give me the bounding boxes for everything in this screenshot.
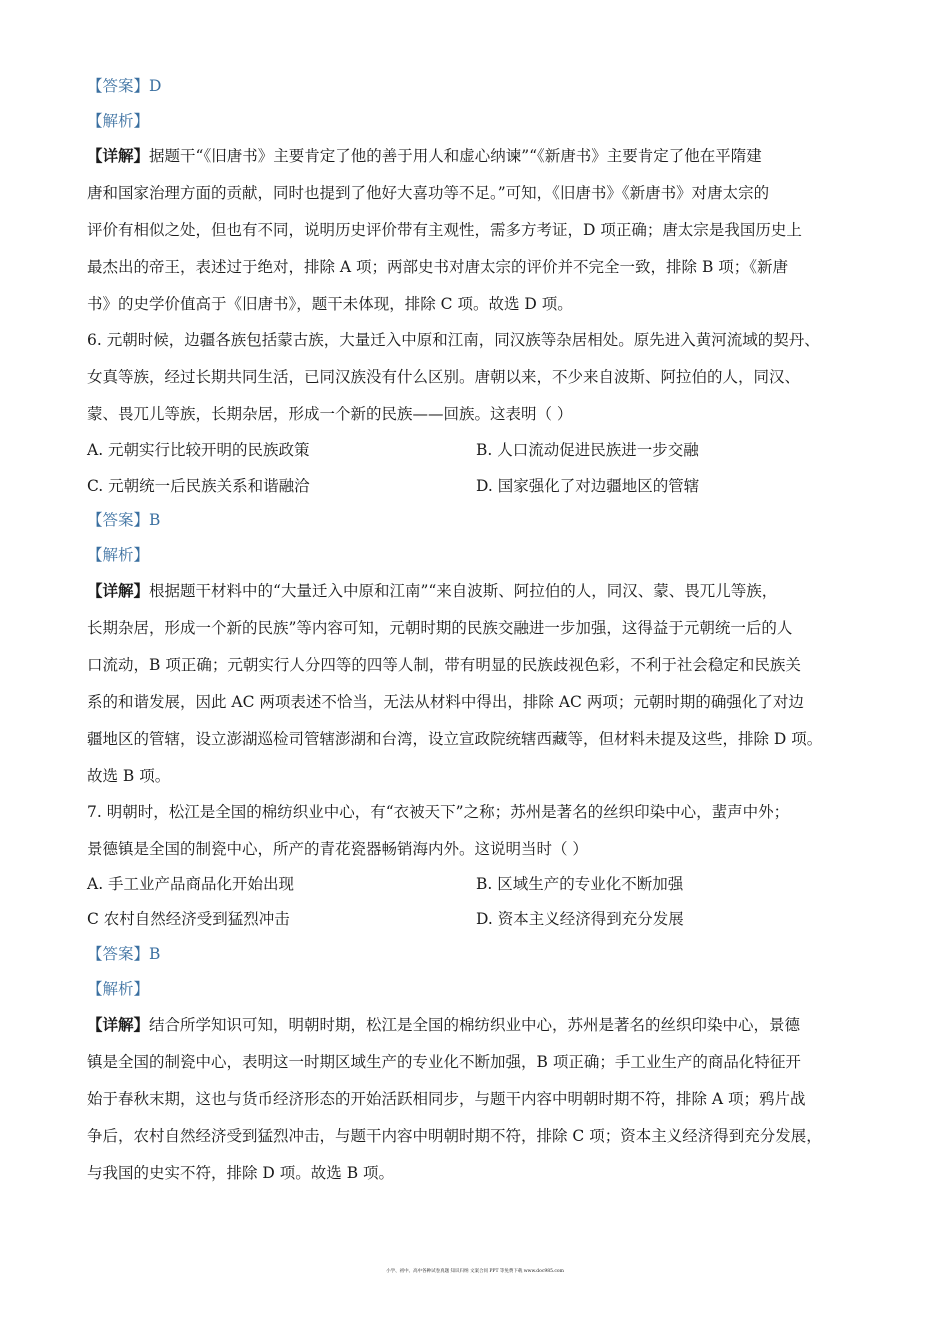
q7-option-c: C 农村自然经济受到猛烈冲击 xyxy=(87,910,290,928)
q7-detail-line-2: 镇是全国的制瓷中心，表明这一时期区域生产的专业化不断加强，B 项正确；手工业生产的商品化特征开 xyxy=(87,1053,801,1071)
q7-detail-line-3: 始于春秋末期，这也与货币经济形态的开始活跃相同步，与题干内容中明朝时期不符，排除 A 项；鸦片战 xyxy=(87,1090,806,1108)
q7-detail-line-4: 争后，农村自然经济受到猛烈冲击，与题干内容中明朝时期不符，排除 C 项；资本主义经济得到充分发展， xyxy=(87,1127,822,1145)
q5-detail-label: 【详解】 xyxy=(87,146,150,165)
q6-detail-line-1: 【详解】根据题干材料中的“大量迁入中原和江南”“来自波斯、阿拉伯的人，同汉、蒙、畏兀儿等族， xyxy=(87,581,778,600)
page-footer: 小学、初中、高中各种试卷真题 知识归纳 文案合同 PPT 等免费下载 www.doc985.com xyxy=(386,1269,564,1274)
q5-detail-line-1: 【详解】据题干“《旧唐书》主要肯定了他的善于用人和虚心纳谏”“《新唐书》主要肯定了他在平隋建 xyxy=(87,146,762,165)
q5-detail-line-2: 唐和国家治理方面的贡献，同时也提到了他好大喜功等不足。”可知，《旧唐书》《新唐书》对唐太宗的 xyxy=(87,184,770,202)
q6-detail-line-3: 口流动，B 项正确；元朝实行人分四等的四等人制，带有明显的民族歧视色彩，不利于社会稳定和民族关 xyxy=(87,656,801,674)
q7-option-d: D. 资本主义经济得到充分发展 xyxy=(476,910,684,928)
q7-analysis-label: 【解析】 xyxy=(87,980,150,998)
q7-detail-line-1: 【详解】结合所学知识可知，明朝时期，松江是全国的棉纺织业中心，苏州是著名的丝织印染中心，景德 xyxy=(87,1015,801,1034)
q6-option-c: C. 元朝统一后民族关系和谐融洽 xyxy=(87,477,310,495)
q7-option-a: A. 手工业产品商品化开始出现 xyxy=(87,875,295,893)
q6-detail-line-4: 系的和谐发展，因此 AC 两项表述不恰当，无法从材料中得出，排除 AC 两项；元朝时期的确强化了对边 xyxy=(87,693,804,711)
q6-analysis-label: 【解析】 xyxy=(87,546,150,564)
q5-analysis-label: 【解析】 xyxy=(87,112,150,130)
q6-stem-line-2: 女真等族，经过长期共同生活，已同汉族没有什么区别。唐朝以来，不少来自波斯、阿拉伯的人，同汉、 xyxy=(87,368,801,386)
q6-option-d: D. 国家强化了对边疆地区的管辖 xyxy=(476,477,700,495)
q5-detail-line-5: 书》的史学价值高于《旧唐书》，题干未体现，排除 C 项。故选 D 项。 xyxy=(87,295,573,313)
q5-answer: 【答案】D xyxy=(87,77,162,95)
q6-detail-line-2: 长期杂居，形成一个新的民族”等内容可知，元朝时期的民族交融进一步加强，这得益于元朝统一后的人 xyxy=(87,619,793,637)
q6-detail-label: 【详解】 xyxy=(87,581,150,600)
q6-detail-line-5: 疆地区的管辖，设立澎湖巡检司管辖澎湖和台湾，设立宣政院统辖西藏等，但材料未提及这些，排除 D 项。 xyxy=(87,730,823,748)
q6-option-a: A. 元朝实行比较开明的民族政策 xyxy=(87,441,310,459)
q6-detail-line-6: 故选 B 项。 xyxy=(87,767,171,785)
q7-stem-line-1: 7. 明朝时，松江是全国的棉纺织业中心，有“衣被天下”之称；苏州是著名的丝织印染中心，蜚声中外； xyxy=(87,803,790,821)
q7-answer: 【答案】B xyxy=(87,945,161,963)
q7-detail-label: 【详解】 xyxy=(87,1015,150,1034)
q6-answer: 【答案】B xyxy=(87,511,161,529)
q6-stem-line-3: 蒙、畏兀儿等族，长期杂居，形成一个新的民族——回族。这表明（ ） xyxy=(87,405,573,423)
q7-stem-line-2: 景德镇是全国的制瓷中心，所产的青花瓷器畅销海内外。这说明当时（ ） xyxy=(87,840,588,858)
q6-option-b: B. 人口流动促进民族进一步交融 xyxy=(476,441,699,459)
q5-detail-line-3: 评价有相似之处，但也有不同，说明历史评价带有主观性，需多方考证，D 项正确；唐太宗是我国历史上 xyxy=(87,221,802,239)
q7-option-b: B. 区域生产的专业化不断加强 xyxy=(476,875,684,893)
q5-detail-line-4: 最杰出的帝王，表述过于绝对，排除 A 项；两部史书对唐太宗的评价并不完全一致，排除 B 项；《新唐 xyxy=(87,258,789,276)
q7-detail-line-5: 与我国的史实不符，排除 D 项。故选 B 项。 xyxy=(87,1164,395,1182)
q6-stem-line-1: 6. 元朝时候，边疆各族包括蒙古族，大量迁入中原和江南，同汉族等杂居相处。原先进入黄河流域的契丹、 xyxy=(87,331,820,349)
